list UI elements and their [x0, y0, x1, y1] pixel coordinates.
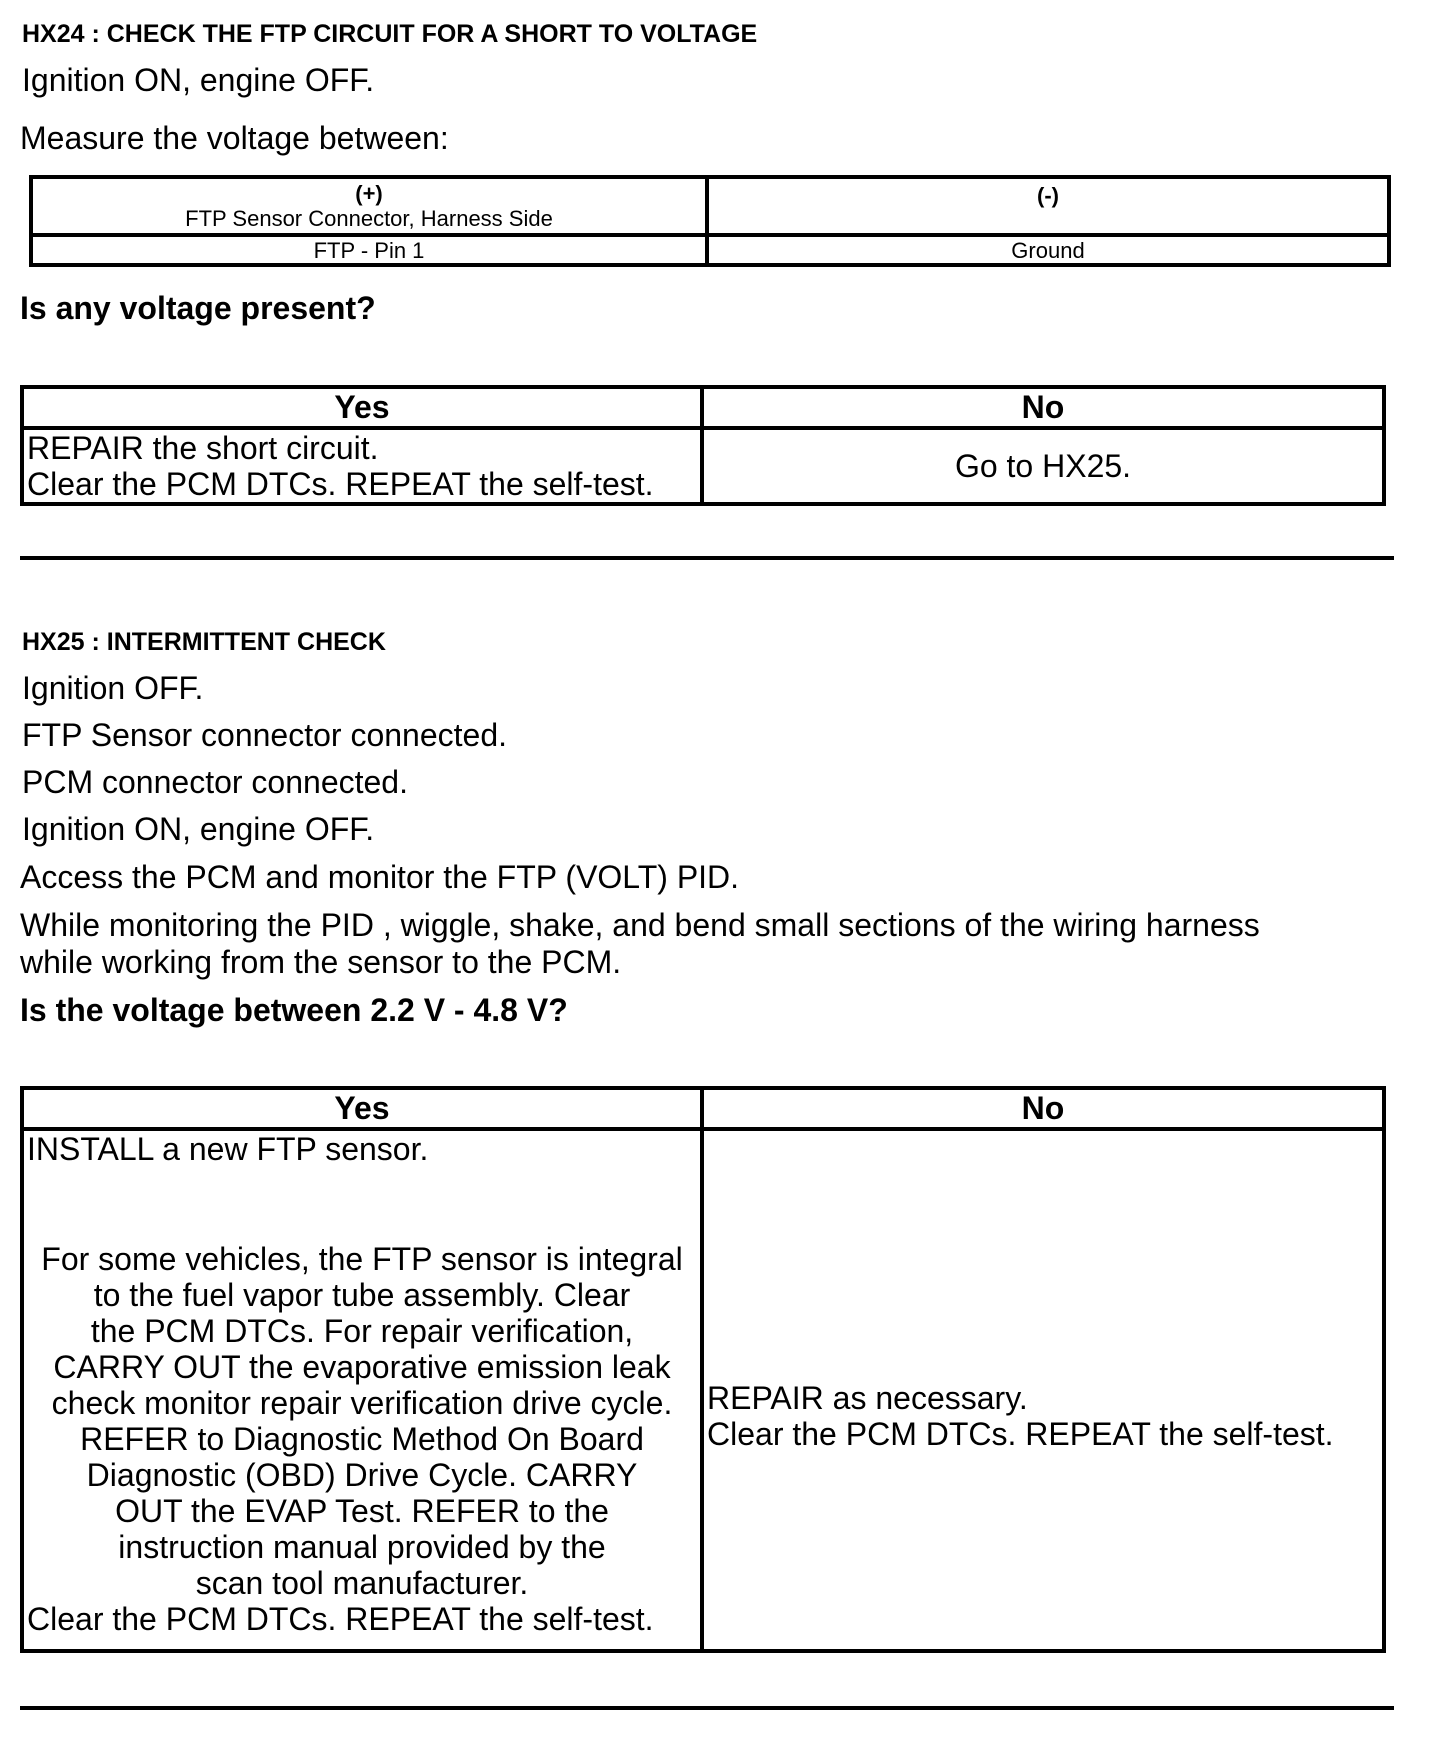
hx25-yes-block-line: Diagnostic (OBD) Drive Cycle. CARRY	[86, 1457, 638, 1493]
hx25-yes-header: Yes	[22, 1088, 702, 1129]
hx25-yes-block-line: to the fuel vapor tube assembly. Clear	[93, 1277, 631, 1313]
hx25-line-3: PCM connector connected.	[22, 764, 408, 800]
hx24-yes-line-2: Clear the PCM DTCs. REPEAT the self-test.	[27, 466, 654, 502]
hx24-yes-header: Yes	[22, 387, 702, 428]
hx25-yes-block-line: For some vehicles, the FTP sensor is integral	[41, 1241, 683, 1277]
hx24-no-cell: Go to HX25.	[702, 428, 1384, 504]
hx25-yes-first: INSTALL a new FTP sensor.	[27, 1131, 429, 1167]
measure-cell-pin: FTP - Pin 1	[31, 235, 707, 265]
hx24-heading: HX24 : CHECK THE FTP CIRCUIT FOR A SHORT TO VOLTAGE	[22, 20, 758, 48]
positive-label: FTP Sensor Connector, Harness Side	[185, 206, 553, 231]
hx24-ignition-line: Ignition ON, engine OFF.	[22, 62, 375, 98]
hx24-result-table	[20, 385, 1386, 506]
hx25-line-7: while working from the sensor to the PCM.	[20, 944, 622, 980]
hx25-yes-block-line: check monitor repair verification drive cycle.	[51, 1385, 673, 1421]
hx25-no-line-2: Clear the PCM DTCs. REPEAT the self-test.	[707, 1416, 1334, 1452]
hx25-yes-block	[26, 1241, 698, 1601]
hx25-heading: HX25 : INTERMITTENT CHECK	[22, 628, 386, 656]
hx24-measure-table	[29, 175, 1391, 267]
hx25-yes-last: Clear the PCM DTCs. REPEAT the self-test.	[27, 1601, 654, 1637]
hx25-no-header: No	[702, 1088, 1384, 1129]
hx25-line-1: Ignition OFF.	[22, 670, 204, 706]
negative-sign: (-)	[1037, 183, 1059, 208]
measure-header-negative	[707, 177, 1389, 235]
measure-header-positive	[31, 177, 707, 235]
hx25-question: Is the voltage between 2.2 V - 4.8 V?	[20, 992, 568, 1028]
section-divider-1	[20, 556, 1394, 560]
hx25-yes-block-line: REFER to Diagnostic Method On Board	[80, 1421, 644, 1457]
hx24-yes-line-1: REPAIR the short circuit.	[27, 430, 379, 466]
hx25-no-cell	[702, 1129, 1384, 1651]
hx24-question: Is any voltage present?	[20, 290, 376, 326]
hx25-yes-block-line: the PCM DTCs. For repair verification,	[90, 1313, 634, 1349]
hx25-no-line-1: REPAIR as necessary.	[707, 1380, 1028, 1416]
hx25-line-4: Ignition ON, engine OFF.	[22, 811, 375, 847]
positive-sign: (+)	[355, 181, 383, 206]
hx25-yes-block-line: CARRY OUT the evaporative emission leak	[53, 1349, 671, 1385]
hx25-yes-block-line: OUT the EVAP Test. REFER to the	[115, 1493, 609, 1529]
hx25-line-2: FTP Sensor connector connected.	[22, 717, 508, 753]
hx24-no-header: No	[702, 387, 1384, 428]
hx25-result-table	[20, 1086, 1386, 1653]
hx25-yes-block-line: scan tool manufacturer.	[195, 1565, 529, 1601]
section-divider-2	[20, 1706, 1394, 1710]
hx25-line-5: Access the PCM and monitor the FTP (VOLT) PID.	[20, 859, 740, 895]
hx25-line-6: While monitoring the PID , wiggle, shake, and bend small sections of the wiring harness	[20, 907, 1260, 943]
hx25-yes-cell	[22, 1129, 702, 1651]
measure-cell-ground: Ground	[707, 235, 1389, 265]
hx24-measure-line: Measure the voltage between:	[20, 120, 449, 156]
hx25-yes-block-line: instruction manual provided by the	[118, 1529, 606, 1565]
hx24-yes-cell	[22, 428, 702, 504]
